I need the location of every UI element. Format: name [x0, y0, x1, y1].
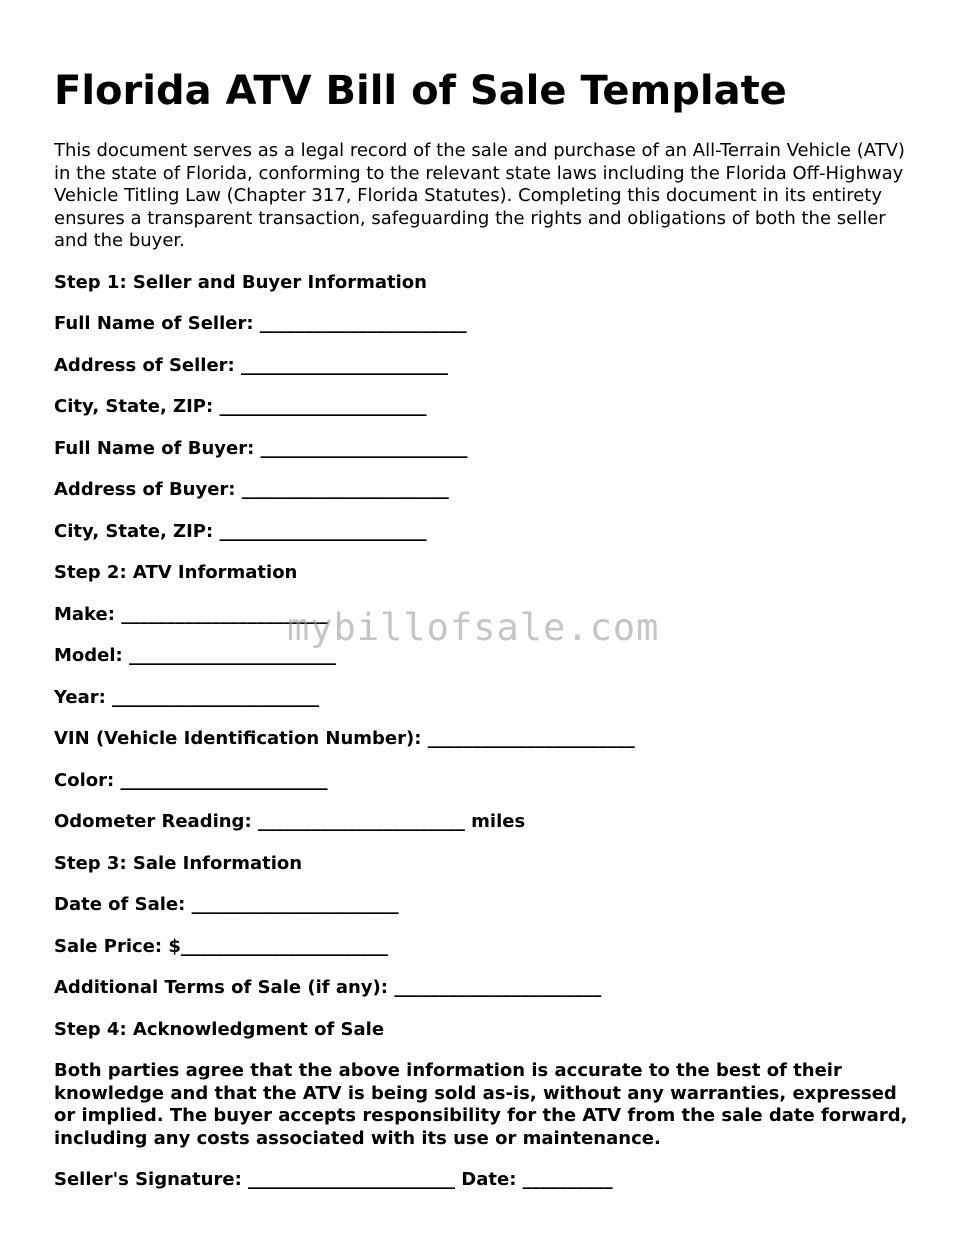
date-of-sale-field: Date of Sale: _______________________: [54, 894, 399, 915]
page-title: Florida ATV Bill of Sale Template: [54, 68, 787, 114]
buyer-city-state-zip-field: City, State, ZIP: _______________________: [54, 521, 427, 542]
seller-name-field: Full Name of Seller: _______________________: [54, 313, 467, 334]
color-field: Color: _______________________: [54, 770, 328, 791]
step2-heading: Step 2: ATV Information: [54, 562, 298, 583]
step1-heading: Step 1: Seller and Buyer Information: [54, 272, 427, 293]
seller-address-field: Address of Seller: _______________________: [54, 355, 449, 376]
step4-heading: Step 4: Acknowledgment of Sale: [54, 1019, 385, 1040]
additional-terms-field: Additional Terms of Sale (if any): _______________________: [54, 977, 602, 998]
buyer-name-field: Full Name of Buyer: _______________________: [54, 438, 468, 459]
buyer-address-field: Address of Buyer: _______________________: [54, 479, 449, 500]
year-field: Year: _______________________: [54, 687, 320, 708]
acknowledgment-statement: Both parties agree that the above information is accurate to the best of their knowledge and that the ATV is being sold as-is, without any warranties, expressed or implied. The buyer accepts responsibility for the ATV from the sale date forward, including any costs associated with its use or maintenance.: [54, 1060, 908, 1149]
watermark: mybillofsale.com: [287, 606, 660, 649]
seller-city-state-zip-field: City, State, ZIP: _______________________: [54, 396, 427, 417]
odometer-field: Odometer Reading: _______________________ miles: [54, 811, 526, 832]
seller-signature-field: Seller's Signature: _______________________ Date: __________: [54, 1169, 613, 1190]
step3-heading: Step 3: Sale Information: [54, 853, 303, 874]
model-field: Model: _______________________: [54, 645, 337, 666]
sale-price-field: Sale Price: $_______________________: [54, 936, 388, 957]
intro-paragraph: This document serves as a legal record of the sale and purchase of an All-Terrain Vehicle (ATV) in the state of Florida, conforming to the relevant state laws including the Florida Off-Highway Vehicle Titling Law (Chapter 317, Florida Statutes). Completing this document in its entirety ensures a transparent transaction, safeguarding the rights and obligations of both the seller and the buyer.: [54, 140, 905, 252]
vin-field: VIN (Vehicle Identification Number): _______________________: [54, 728, 635, 749]
make-field: Make: _______________________: [54, 604, 329, 625]
